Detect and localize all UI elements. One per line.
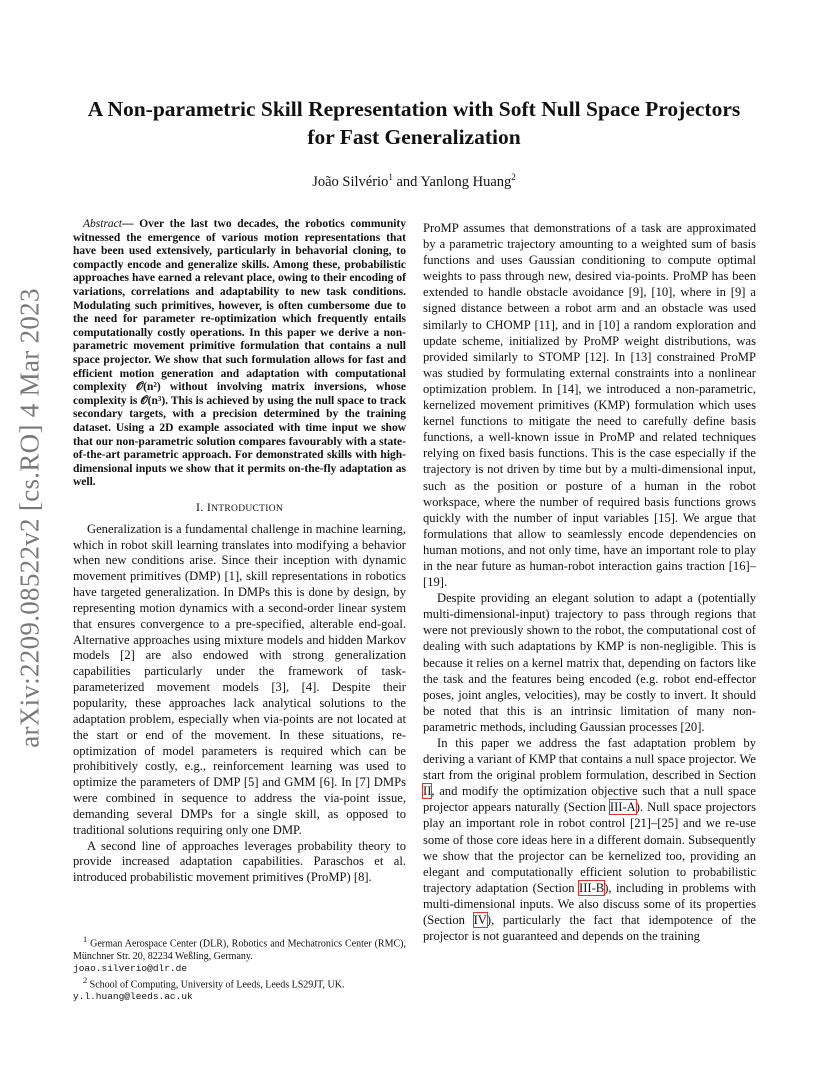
footnote-2	[73, 975, 406, 1004]
left-column	[73, 218, 406, 886]
arxiv-id-text: arXiv:2209.08522v2 [cs.RO] 4 Mar 2023	[14, 288, 45, 748]
section-ref-link-3b[interactable]: III-B	[579, 880, 605, 895]
footnotes	[73, 934, 406, 1004]
right-paragraph-3-part-b: , and modify the optimization objective such that a null space projector appears naturally (Section	[423, 784, 756, 815]
section-ref-link-2[interactable]: II	[423, 784, 432, 799]
title-line-2: for Fast Generalization	[307, 125, 521, 149]
right-paragraph-3-part-d: ), including in problems with multi-dimensional inputs. We also discuss some of its properties (Section	[423, 880, 756, 928]
authors	[70, 172, 758, 191]
abstract-lead: Abstract	[83, 218, 122, 230]
section-title-rest: NTRODUCTION	[211, 503, 284, 514]
footnote-2-text: School of Computing, University of Leeds, Leeds LS29JT, UK.	[87, 979, 345, 991]
right-paragraph-2: Despite providing an elegant solution to adapt a (potentially multi-dimensional-input) trajectory to pass through regions that were not previously shown to the robot, the computational cost of dealing with such adaptations by KMP is non-negligible. This is because it relies on a kernel matrix that, depending on factors like the task and the features being encoded (e.g. robot end-effector poses, joint angles, velocities), may be costly to invert. It should be noted that this is an intrinsic limitation of many non-parametric methods, including Gaussian processes [20].	[423, 591, 756, 734]
section-heading-introduction	[73, 500, 406, 518]
footnote-1-text: German Aerospace Center (DLR), Robotics and Mechatronics Center (RMC), Münchner Str. 20, 82234 Weßling, Germany.	[73, 938, 406, 962]
right-paragraph-3	[423, 735, 756, 944]
authors-conjunction: and	[392, 173, 421, 190]
right-paragraph-1: ProMP assumes that demonstrations of a task are approximated by a parametric trajectory amounting to a weighted sum of basis functions and uses Gaussian conditioning to compute optimal weights to pass through new, desired via-points. ProMP has been extended to handle obstacle avoidance [9], [10], where in [9] a signed distance between a robot arm and an obstacle was used similarly to CHOMP [11], and in [10] a random exploration and update scheme, initialized by ProMP weight distributions, was provided similarly to STOMP [12]. In [13] constrained ProMP was studied by formulating external constraints into a nonlinear optimization problem. In [14], we introduced a non-parametric, kernelized movement primitives (KMP) formulation which uses kernel functions to mitigate the need to carefully define basis functions, a well-known issue in ProMP and related techniques relying on fixed basis functions. This is the case especially if the trajectory is not driven by time but by a multi-dimensional input, such as the position or posture of a human in the robot workspace, where the number of required basis functions grows quickly with the number of input variables [15]. We argue that formulations that allow to seamlessly encode dependencies on human motions, and not only time, have an important role to play in the near future as human-robot interaction gains traction [16]–[19].	[423, 221, 756, 590]
paper-title	[70, 95, 758, 151]
abstract-text: — Over the last two decades, the robotics community witnessed the emergence of various motion representations that have been used extensively, particularly in behavorial cloning, to compactly encode and generalize skills. Among these, probabilistic approaches have earned a relevant place, owing to their encoding of variations, correlations and adaptability to new task conditions. Modulating such primitives, however, is often cumbersome due to the need for parameter re-optimization which frequently entails computationally costly operations. In this paper we derive a non-parametric movement primitive formulation that contains a null space projector. We show that such formulation allows for fast and efficient motion generation and adaptation with computational complexity 𝒪(n²) without involving matrix inversions, whose complexity is 𝒪(n³). This is achieved by using the null space to track secondary targets, with a precision determined by the training dataset. Using a 2D example associated with time input we show that our non-parametric solution compares favourably with a state-of-the-art parametric approach. For demonstrated skills with high-dimensional inputs we show that it permits on-the-fly adaptation as well.	[73, 218, 406, 489]
abstract	[73, 218, 406, 490]
right-column	[423, 220, 756, 944]
right-paragraph-3-part-e: ), particularly the fact that idempotence of the projector is not guaranteed and depends on the training	[423, 913, 756, 944]
intro-paragraph-1: Generalization is a fundamental challenge in machine learning, which in robot skill learning translates into modifying a behavior when new conditions arise. Since their inception with dynamic movement primitives (DMP) [1], skill representations in robotics have targeted generalization. In DMPs this is done by design, by representing motion dynamics with a second-order linear system that ensures convergence to a pre-specified, alterable end-goal. Alternative approaches using mixture models and hidden Markov models [2] are also endowed with strong generalization capabilities particularly under the framework of task-parameterized movement models [3], [4]. Despite their popularity, these approaches lack analytical solutions to the adaptation problem, especially when via-points are not located at the start or end of the movement. In these situations, re-optimization of model parameters is required which can be prohibitively costly, e.g., reinforcement learning was used to optimize the parameters of DMP [5] and GMM [6]. In [7] DMPs were combined in sequence to address the via-point issue, demanding several DMPs for a single skill, as opposed to traditional solutions requiring only one DMP.	[73, 521, 406, 837]
arxiv-identifier	[14, 288, 46, 748]
author-2: Yanlong Huang	[420, 173, 512, 190]
author-1-affiliation-mark: 1	[388, 172, 393, 182]
section-ref-link-4[interactable]: IV	[473, 913, 487, 928]
section-ref-link-3a[interactable]: III-A	[609, 800, 636, 815]
footnote-2-email[interactable]: y.l.huang@leeds.ac.uk	[73, 991, 193, 1003]
title-line-1: A Non-parametric Skill Representation with Soft Null Space Projectors	[87, 97, 741, 121]
footnote-2-mark: 2	[83, 975, 88, 985]
right-paragraph-3-part-a: In this paper we address the fast adaptation problem by deriving a variant of KMP that contains a null space projector. We start from the original problem formulation, described in Section	[423, 736, 756, 783]
author-2-affiliation-mark: 2	[511, 172, 516, 182]
section-title-first-letter: I	[206, 499, 212, 514]
section-number: I.	[195, 499, 207, 514]
author-1: João Silvério	[312, 173, 389, 190]
footnote-1	[73, 934, 406, 975]
footnote-1-mark: 1	[83, 935, 88, 944]
footnote-1-email[interactable]: joao.silverio@dlr.de	[73, 962, 188, 974]
right-paragraph-3-part-c: ). Null space projectors play an important role in robot control [21]–[25] and we re-use some of those core ideas here in a different domain. Subsequently we show that the projector can be kernelized too, providing an elegant and computationally efficient solution to probabilistic trajectory adaptation (Section	[423, 800, 756, 895]
intro-paragraph-2: A second line of approaches leverages probability theory to provide increased adaptation capabilities. Paraschos et al. introduced probabilistic movement primitives (ProMP) [8].	[73, 838, 406, 885]
